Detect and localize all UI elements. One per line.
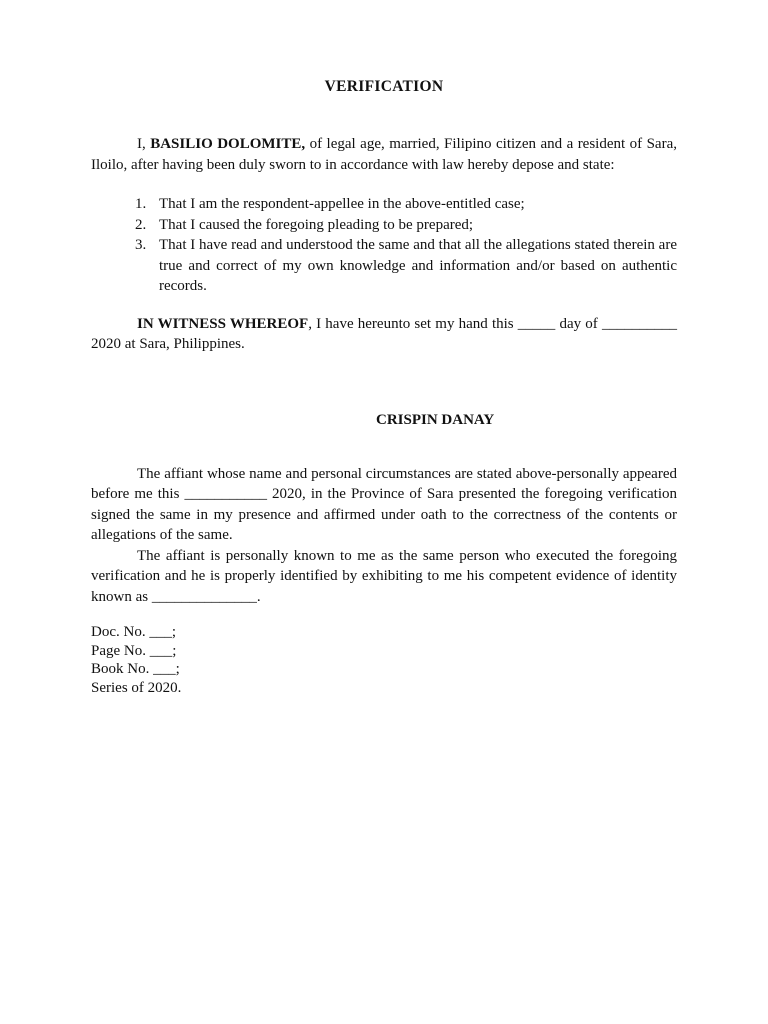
intro-paragraph	[91, 134, 677, 175]
allegations-list	[91, 194, 677, 297]
allegation-number: 3.	[135, 237, 147, 253]
signatory-name: CRISPIN DANAY	[376, 411, 495, 428]
allegation-item	[91, 235, 677, 297]
witness-paragraph	[91, 314, 677, 355]
allegation-text: That I am the respondent-appellee in the above-entitled case;	[159, 196, 525, 212]
series-line: Series of 2020.	[91, 679, 182, 696]
jurat-paragraph-2: The affiant is personally known to me as the same person who executed the foregoing verification and he is properly identified by exhibiting to me his competent evidence of identity known as ______________.	[91, 547, 677, 605]
allegation-item	[91, 215, 677, 236]
intro-prefix: I,	[137, 136, 151, 152]
document-page	[91, 78, 677, 697]
witness-lead: IN WITNESS WHEREOF	[137, 315, 309, 332]
allegation-item	[91, 194, 677, 215]
allegation-text: That I caused the foregoing pleading to be prepared;	[159, 216, 474, 233]
doc-number-line: Doc. No. ___;	[91, 624, 176, 640]
page-number-line: Page No. ___;	[91, 642, 177, 659]
intro-text: of legal age, married, Filipino citizen and a resident of Sara, Iloilo, after having been duly sworn to in accordance with law hereby depose and state:	[91, 136, 677, 173]
allegation-number: 1.	[135, 196, 147, 212]
allegation-text: That I have read and understood the same and that all the allegations stated therein are true and correct of my own knowledge and information and/or based on authentic records.	[159, 237, 677, 294]
allegation-number: 2.	[135, 216, 147, 233]
book-number-line: Book No. ___;	[91, 661, 180, 677]
witness-text: , I have hereunto set my hand this _____ day of __________ 2020 at Sara, Philippines.	[91, 315, 677, 352]
notarial-register	[91, 623, 677, 697]
document-title: VERIFICATION	[324, 78, 444, 95]
jurat-paragraph-1: The affiant whose name and personal circumstances are stated above-personally appeared before me this ___________ 2020, in the Province of Sara presented the foregoing verification signed the same in my presence and affirmed under oath to the correctness of the contents or allegations of the same.	[91, 465, 677, 543]
affiant-name: BASILIO DOLOMITE,	[150, 136, 306, 152]
